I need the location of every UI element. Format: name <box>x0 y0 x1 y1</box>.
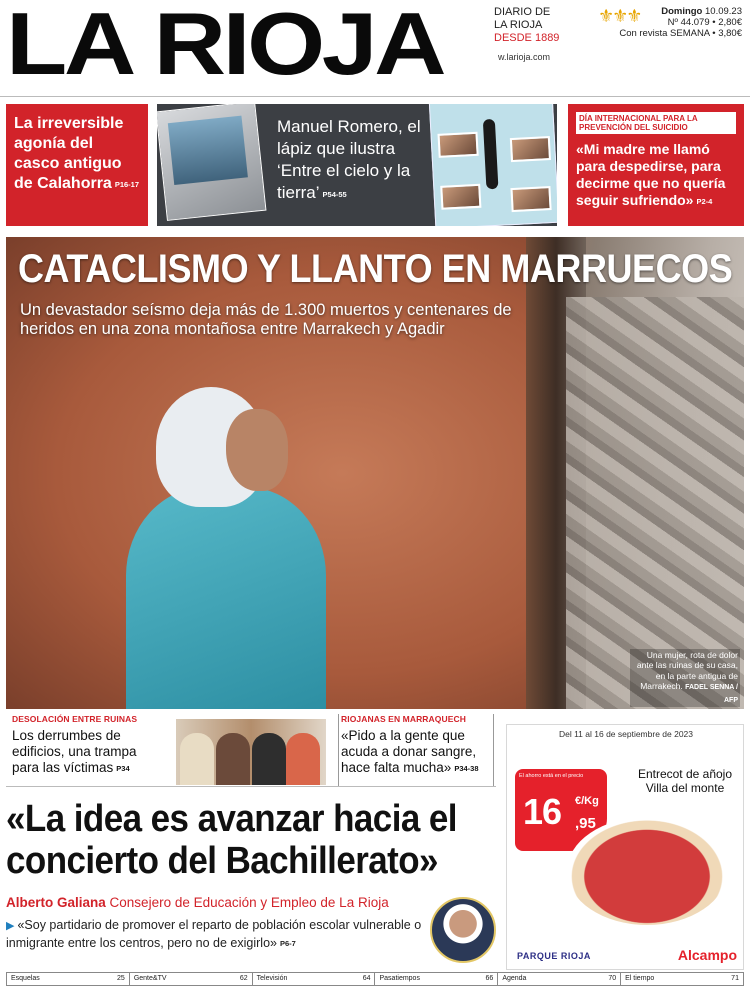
index-item[interactable] <box>253 973 376 985</box>
section-divider <box>6 786 496 787</box>
book-photo <box>157 104 266 221</box>
collage-photo <box>440 184 481 210</box>
newspaper-logo: LA RIOJA <box>6 0 444 93</box>
index-item[interactable] <box>498 973 621 985</box>
index-page: 71 <box>731 975 739 982</box>
index-label: Esquelas <box>11 975 40 982</box>
price-decimals: ,95 <box>575 815 596 832</box>
teaser-page: P54-55 <box>322 190 347 199</box>
index-item[interactable] <box>375 973 498 985</box>
price-integer: 16 <box>523 791 562 832</box>
photo-rubble <box>566 297 744 709</box>
fleur-de-lis-icon: ⚜⚜⚜ <box>598 6 641 26</box>
supplement-price: Con revista SEMANA • 3,80€ <box>619 28 742 39</box>
product-name <box>633 767 737 795</box>
collage-photo <box>510 136 551 162</box>
person-figure <box>286 733 320 785</box>
story-riojanas[interactable] <box>338 714 494 786</box>
interview-page: P6-7 <box>279 939 296 948</box>
issue-day: Domingo <box>661 6 703 17</box>
index-label: El tiempo <box>625 975 655 982</box>
issue-date: 10.09.23 <box>705 6 742 17</box>
collage-photo <box>510 186 551 212</box>
teaser-headline: «Mi madre me llamó para despedirse, para decirme que no quería seguir sufriendo» <box>576 141 726 208</box>
price-unit: €/Kg <box>575 795 599 807</box>
teaser-page: P2-4 <box>696 197 713 206</box>
tagline <box>494 6 559 45</box>
teaser-headline: La irreversible agonía del casco antiguo de Calahorra <box>14 115 124 192</box>
price-note: El ahorro está en el precio <box>519 773 584 779</box>
section-index <box>6 972 744 986</box>
masthead <box>0 0 750 100</box>
website-url[interactable]: w.larioja.com <box>498 52 551 62</box>
woman-body <box>126 487 326 709</box>
triangle-right-icon: ▶ <box>6 920 15 932</box>
parque-rioja-logo: PARQUE RIOJA <box>517 951 591 961</box>
lead-story[interactable] <box>6 237 744 709</box>
story-derrumbes[interactable] <box>12 714 162 786</box>
index-page: 62 <box>239 975 248 982</box>
story-headline: Los derrumbes de edificios, una trampa para las víctimas <box>12 728 137 775</box>
index-item[interactable] <box>130 973 253 985</box>
interviewee-portrait <box>430 897 496 963</box>
excerpt-text: «Soy partidario de promover el reparto de población escolar vulnerable o inmigrante entre los centros, pero no de exigirlo» <box>6 918 422 950</box>
index-page: 64 <box>362 975 371 982</box>
lead-subhead: Un devastador seísmo deja más de 1.300 muertos y centenares de heridos en una zona montañosa entre Marrakech y Agadir <box>20 301 512 338</box>
illustration-collage <box>427 104 557 226</box>
interviewee-role: Consejero de Educación y Empleo de La Rioja <box>109 895 389 910</box>
tagline-line2: LA RIOJA <box>494 19 543 31</box>
teaser-page: P16-17 <box>114 180 139 189</box>
photo-caption <box>630 649 740 708</box>
interview-headline[interactable]: «La idea es avanzar hacia el concierto del Bachillerato» <box>6 798 457 882</box>
index-label: Gente&TV <box>133 975 167 982</box>
tagline-since: DESDE 1889 <box>494 32 560 44</box>
story-page: P34-38 <box>454 764 479 773</box>
ad-dates: Del 11 al 16 de septiembre de 2023 <box>558 729 694 739</box>
index-item[interactable] <box>621 973 743 985</box>
lead-headline: CATACLISMO Y LLANTO EN MARRUECOS <box>18 247 733 291</box>
swimmer-figure <box>483 119 499 190</box>
index-label: Pasatiempos <box>379 975 420 982</box>
alcampo-advert[interactable] <box>506 724 744 970</box>
story-kicker: RIOJANAS EN MARRAQUECH <box>341 714 466 724</box>
story-headline: «Pido a la gente que acuda a donar sangre, hace falta mucha» <box>341 728 477 775</box>
index-item[interactable] <box>7 973 130 985</box>
issue-info <box>592 6 742 39</box>
issue-number-price: Nº 44.079 • 2,80€ <box>667 17 742 28</box>
riojanas-photo <box>176 719 326 785</box>
product-line2: Villa del monte <box>645 781 725 795</box>
teaser-manuel-romero[interactable] <box>157 104 557 226</box>
story-kicker: DESOLACIÓN ENTRE RUINAS <box>12 714 138 724</box>
masthead-divider <box>0 96 750 97</box>
interview-byline <box>6 895 389 910</box>
photo-credit: FADEL SENNA / AFP <box>685 684 738 704</box>
steak-image <box>567 817 727 925</box>
product-line1: Entrecot de añojo <box>637 767 733 781</box>
caption-text: Una mujer, rota de dolor ante las ruinas de su casa, en la parte antigua de Marrakech. <box>636 649 738 691</box>
alcampo-logo: Alcampo <box>677 947 737 963</box>
tagline-line1: DIARIO DE <box>494 6 551 18</box>
person-figure <box>180 733 214 785</box>
photo-woman <box>126 387 326 709</box>
teaser-kicker: DÍA INTERNACIONAL PARA LA PREVENCIÓN DEL SUICIDIO <box>576 112 736 134</box>
index-label: Agenda <box>502 975 527 982</box>
person-figure <box>216 733 250 785</box>
index-page: 70 <box>608 975 617 982</box>
person-figure <box>252 733 286 785</box>
collage-photo <box>437 132 478 158</box>
woman-face <box>226 409 288 491</box>
story-page: P34 <box>116 764 130 773</box>
interviewee-name: Alberto Galiana <box>6 895 106 910</box>
teaser-suicide-prevention[interactable] <box>568 104 744 226</box>
interview-excerpt <box>6 917 436 952</box>
index-page: 66 <box>485 975 494 982</box>
teaser-headline: Manuel Romero, el lápiz que ilustra ‘Entre el cielo y la tierra’ <box>277 117 421 202</box>
index-page: 25 <box>117 975 125 982</box>
teaser-calahorra[interactable] <box>6 104 148 226</box>
index-label: Televisión <box>256 975 288 982</box>
